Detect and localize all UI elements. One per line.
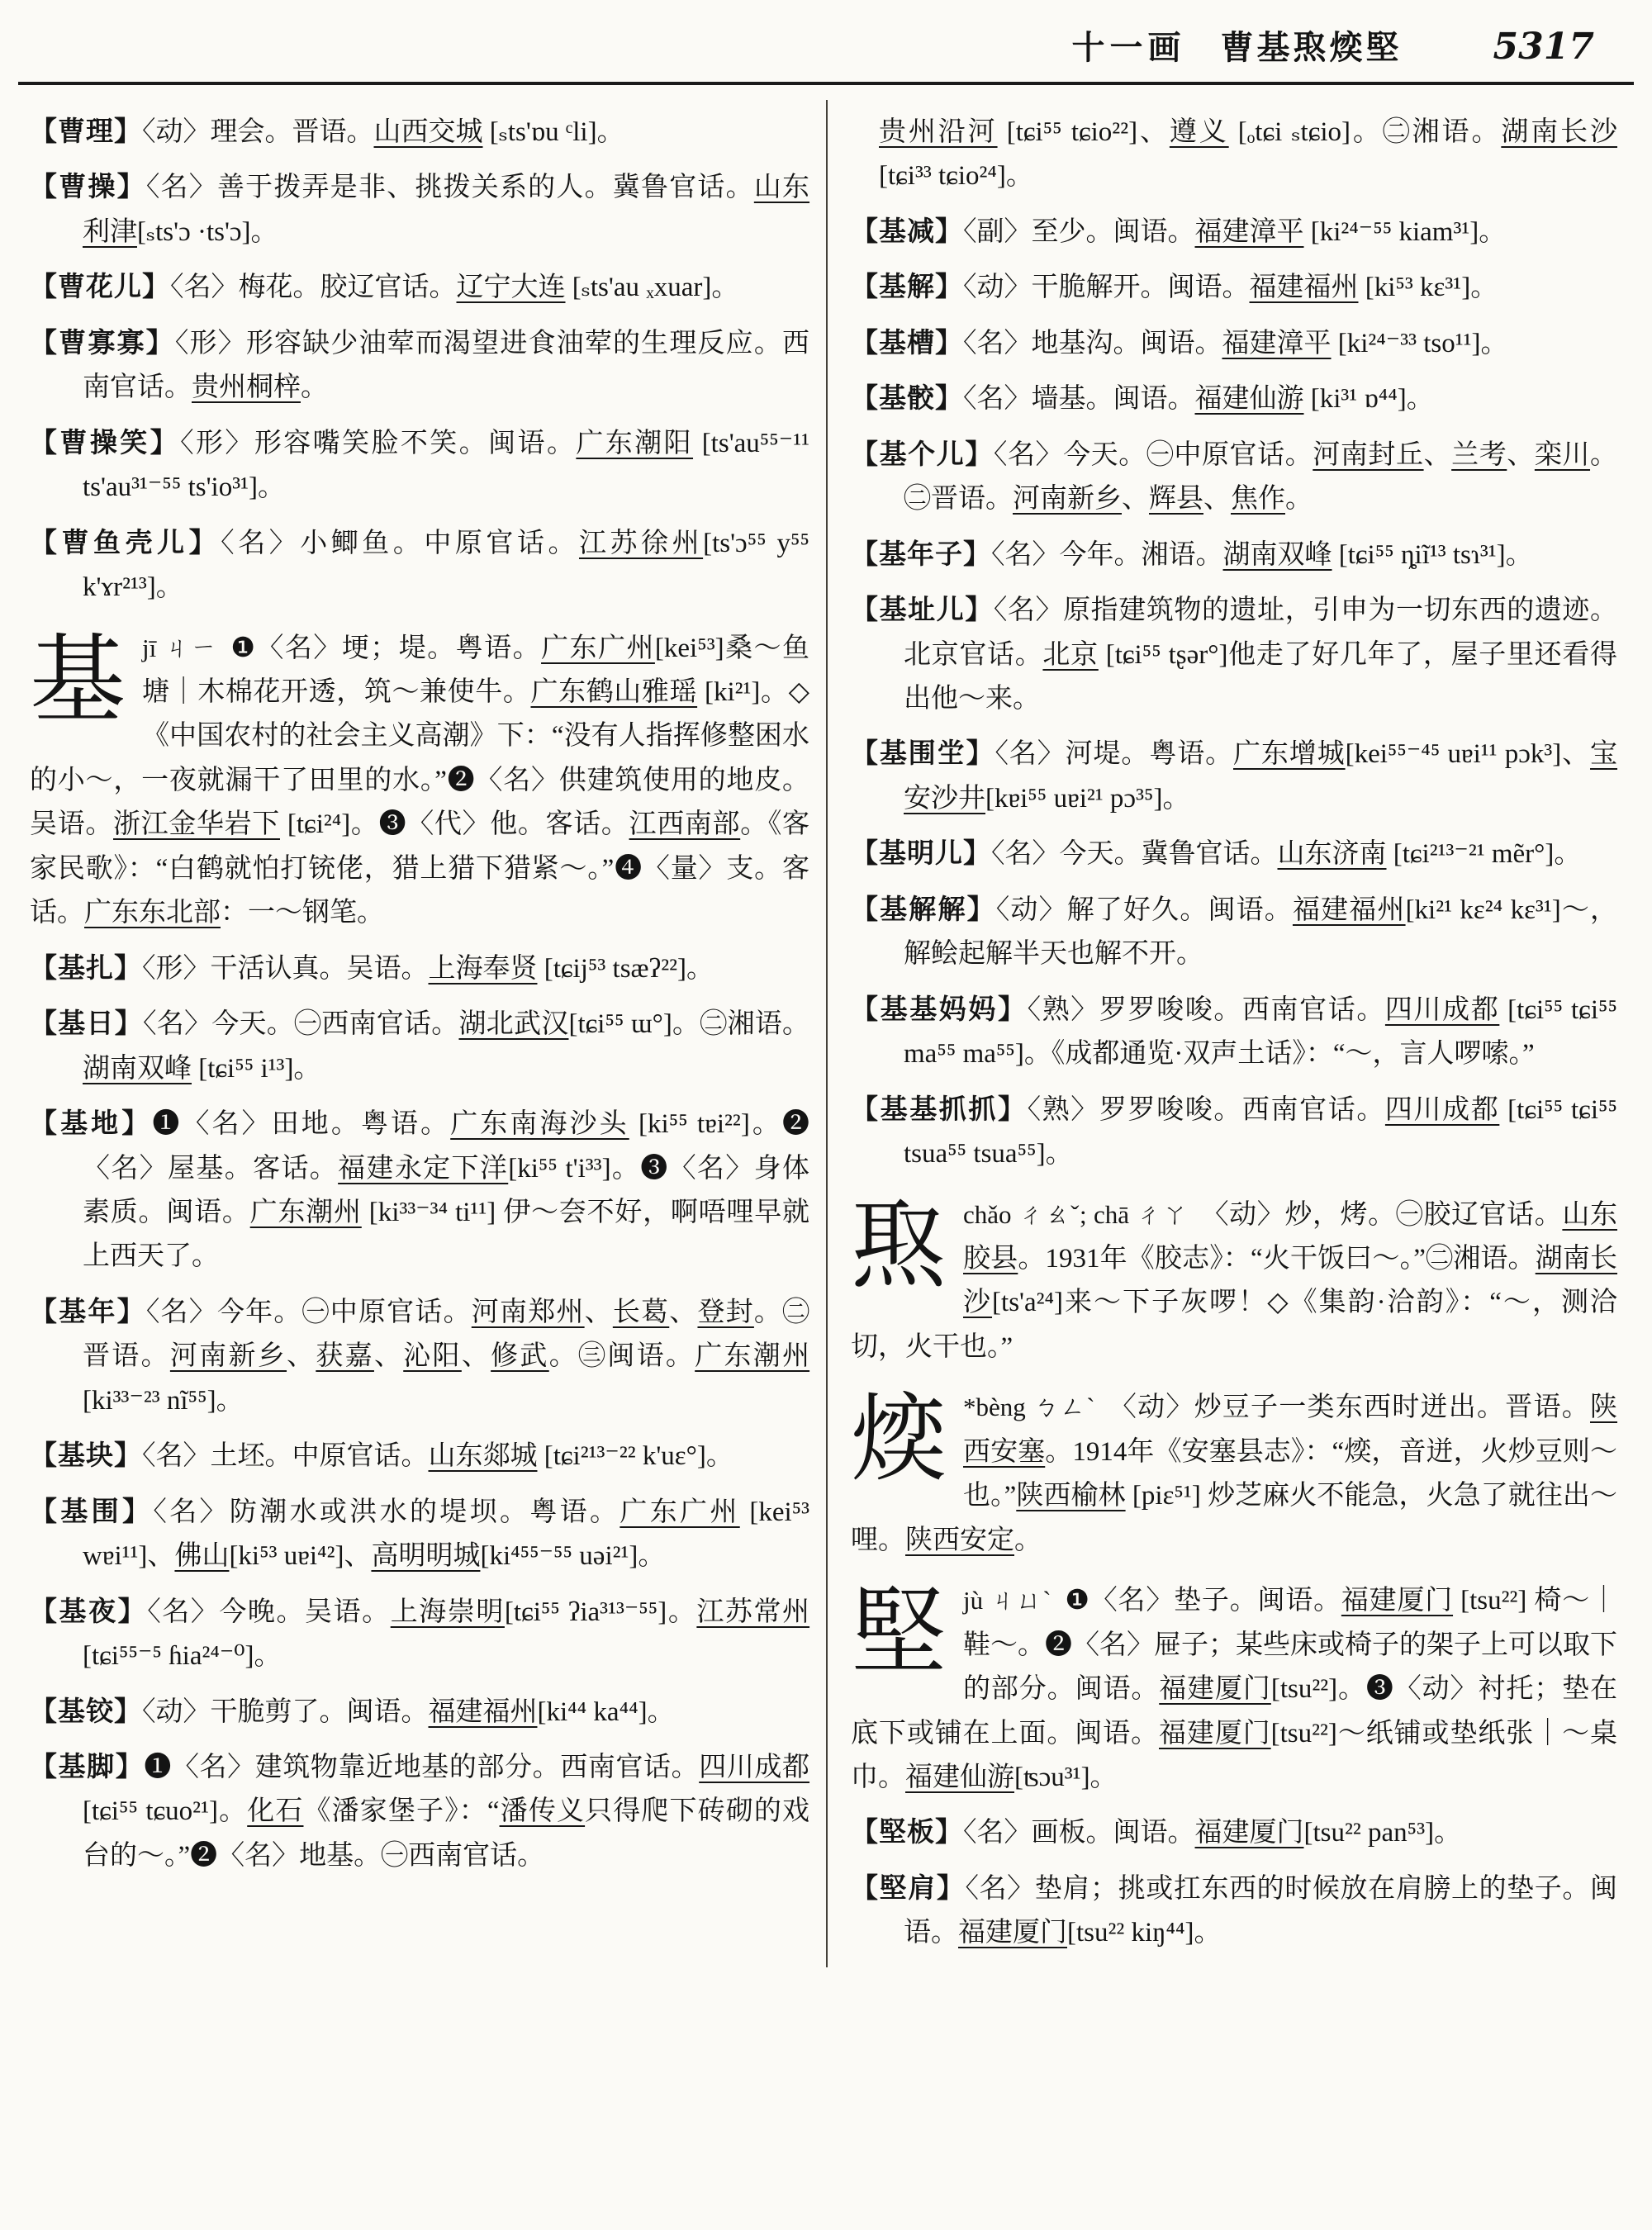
dictionary-entry: 【基块】〈名〉土坯。中原官话。山东郯城 [tɕi²¹³⁻²² k'uɛ°]。 xyxy=(30,1441,733,1472)
place-name: 宝安沙井 xyxy=(904,739,1618,814)
place-name: 江苏常州 xyxy=(696,1597,810,1627)
dictionary-entry: 【基夜】〈名〉今晚。吴语。上海崇明[tɕi⁵⁵ ʔia³¹³⁻⁵⁵]。江苏常州 [tɕi⁵⁵⁻⁵ ɦia²⁴⁻⁰]。 xyxy=(30,1597,810,1672)
headword-character: 焣 xyxy=(851,1194,947,1301)
place-name: 栾川 xyxy=(1534,439,1591,470)
dictionary-entry: 【基围坣】〈名〉河堤。粤语。广东增城[kei⁵⁵⁻⁴⁵ uɐi¹¹ pɔk³]、宝安沙井[kɐi⁵⁵ uɐi²¹ pɔ³⁵]。 xyxy=(851,739,1618,814)
pronunciation-pinyin-zhuyin: *bèng ㄅㄥˋ xyxy=(963,1393,1096,1422)
place-name: 河南郑州 xyxy=(471,1297,585,1327)
place-name: 福建永定下洋 xyxy=(338,1153,509,1184)
text-columns xyxy=(0,100,1652,1967)
place-name: 广东南海沙头 xyxy=(450,1109,629,1140)
entry-headword: 【基减】 xyxy=(851,216,963,247)
place-name: 上海奉贤 xyxy=(428,953,538,984)
entry-headword: 【基围坣】 xyxy=(851,739,995,770)
place-name: 福建福州 xyxy=(1249,273,1359,303)
entry-headword: 【曹理】 xyxy=(30,117,142,147)
entry-headword: 【基日】 xyxy=(30,1009,143,1040)
place-name: 福建仙游 xyxy=(1194,384,1304,415)
character-head-entry: 㷜 *bèng ㄅㄥˋ 〈动〉炒豆子一类东西时迸出。晋语。陕西安塞。1914年《安塞县志》：“㷜，音迸，火炒豆则～也。”陕西榆林 [piɛ⁵¹] 炒芝麻火不能急，火急了就往出～哩。陕西安定。 xyxy=(851,1388,1618,1555)
place-name: 佛山 xyxy=(174,1541,230,1572)
place-name: 高明明城 xyxy=(371,1541,481,1572)
place-name: 山东济南 xyxy=(1277,839,1387,870)
dictionary-entry: 【基基抓抓】〈熟〉罗罗唆唆。西南官话。四川成都 [tɕi⁵⁵ tɕi⁵⁵ tsua⁵⁵ tsua⁵⁵]。 xyxy=(851,1094,1618,1170)
dictionary-entry: 【基槽】〈名〉地基沟。闽语。福建漳平 [ki²⁴⁻³³ tso¹¹]。 xyxy=(851,328,1508,358)
entry-headword: 【堅板】 xyxy=(851,1818,963,1848)
entry-headword: 【堅肩】 xyxy=(851,1873,966,1904)
place-name: 沁阳 xyxy=(403,1341,462,1372)
place-name: 贵州沿河 xyxy=(879,117,998,147)
dictionary-entry: 【基减】〈副〉至少。闽语。福建漳平 [ki²⁴⁻⁵⁵ kiam³¹]。 xyxy=(851,216,1507,247)
dictionary-entry: 【基扎】〈形〉干活认真。吴语。上海奉贤 [tɕij⁵³ tsæʔ²²]。 xyxy=(30,953,714,984)
place-name: 上海崇明 xyxy=(390,1597,505,1627)
place-name: 福建厦门 xyxy=(958,1918,1067,1948)
place-name: 福建福州 xyxy=(1292,894,1406,925)
place-name: 登封 xyxy=(697,1297,754,1327)
place-name: 辽宁大连 xyxy=(456,273,566,303)
dictionary-entry: 【基址儿】〈名〉原指建筑物的遗址，引申为一切东西的遗迹。北京官话。北京 [tɕi⁵⁵ tʂər°]他走了好几年了，屋子里还看得出他～来。 xyxy=(851,595,1618,714)
place-name: 遵义 xyxy=(1169,117,1229,147)
entry-continuation: 贵州沿河 [tɕi⁵⁵ tɕio²²]、遵义 [ₒtɕi ₛtɕio]。㊁湘语。湖南长沙 [tɕi³³ tɕio²⁴]。 xyxy=(879,117,1618,192)
left-column xyxy=(18,100,826,1890)
place-name: 福建漳平 xyxy=(1222,328,1332,358)
place-name: 福建厦门 xyxy=(1159,1718,1271,1748)
entry-headword: 【基解】 xyxy=(851,273,963,303)
header-guide-characters: 曹基焣㷜堅 xyxy=(1220,29,1403,66)
place-name: 广东潮阳 xyxy=(576,428,694,458)
dictionary-entry: 【曹理】〈动〉理会。晋语。山西交城 [ₛts'ɒu ᶜli]。 xyxy=(30,117,624,147)
character-head-entry: 基jī ㄐㄧ ❶〈名〉埂；堤。粤语。广东广州[kei⁵³]桑～鱼塘｜木棉花开透，筑～兼使牛。广东鹤山雅瑶 [ki²¹]。◇《中国农村的社会主义高潮》下：“没有人指挥修整困水的小～，一夜就漏干了田里的水。”❷〈名〉供建筑使用的地皮。吴语。浙江金华岩下 [tɕi²⁴]。❸〈代〉他。客话。江西南部。《客家民歌》：“白鹤就怕打铳佬，猎上猎下猎紧～。”❹〈量〉支。客话。广东东北部：一～钢笔。 xyxy=(30,628,810,928)
stroke-count-section-label: 十一画 xyxy=(1071,29,1186,66)
dictionary-entry: 【曹寡寡】〈形〉形容缺少油荤而渴望进食油荤的生理反应。西南官话。贵州桐梓。 xyxy=(30,328,810,403)
headword-character: 基 xyxy=(30,628,126,734)
place-name: 广东增城 xyxy=(1233,739,1346,770)
place-name: 福建厦门 xyxy=(1194,1818,1304,1848)
character-head-entry: 堅jù ㄐㄩˋ ❶〈名〉垫子。闽语。福建厦门 [tsu²²] 椅～｜鞋～。❷〈名〉屉子；某些床或椅子的架子上可以取下的部分。闽语。福建厦门[tsu²²]。❸〈动〉衬托；垫在底下或铺在上面。闽语。福建厦门[tsu²²]～纸铺或垫纸张｜～桌巾。福建仙游[ʦɔu³¹]。 xyxy=(851,1581,1618,1792)
place-name: 福建厦门 xyxy=(1341,1586,1454,1616)
dictionary-entry: 【堅板】〈名〉画板。闽语。福建厦门[tsu²² pan⁵³]。 xyxy=(851,1818,1462,1848)
header-divider-line xyxy=(18,82,1634,85)
dictionary-entry: 【基围】〈名〉防潮水或洪水的堤坝。粤语。广东广州 [kei⁵³ wɐi¹¹]、佛山[ki⁵³ uɐi⁴²]、高明明城[ki⁴⁵⁵⁻⁵⁵ uəi²¹]。 xyxy=(30,1497,810,1572)
dictionary-entry: 【曹花儿】〈名〉梅花。胶辽官话。辽宁大连 [ₛts'au ₓxuar]。 xyxy=(30,273,739,303)
page-header xyxy=(0,0,1652,74)
entry-headword: 【基个儿】 xyxy=(851,439,994,470)
entry-headword: 【基基抓抓】 xyxy=(851,1094,1028,1125)
place-name: 湖南双峰 xyxy=(83,1053,192,1084)
dictionary-entry: 【基骹】〈名〉墙基。闽语。福建仙游 [ki³¹ ɒ⁴⁴]。 xyxy=(851,384,1434,415)
place-name: 广东潮州 xyxy=(249,1197,362,1227)
place-name: 陕西安定 xyxy=(905,1525,1014,1555)
entry-headword: 【曹寡寡】 xyxy=(30,328,175,358)
place-name: 江西南部 xyxy=(629,809,741,840)
place-name: 河南新乡 xyxy=(169,1341,287,1372)
dictionary-entry: 【曹操笑】〈形〉形容嘴笑脸不笑。闽语。广东潮阳 [ts'au⁵⁵⁻¹¹ ts'au³¹⁻⁵⁵ ts'io³¹]。 xyxy=(30,428,810,503)
entry-headword: 【基围】 xyxy=(30,1497,154,1527)
right-column xyxy=(826,100,1634,1967)
dictionary-entry: 【基日】〈名〉今天。㊀西南官话。湖北武汉[tɕi⁵⁵ ɯ°]。㊁湘语。湖南双峰 [tɕi⁵⁵ i¹³]。 xyxy=(30,1009,810,1084)
dictionary-entry: 【基地】❶〈名〉田地。粤语。广东南海沙头 [ki⁵⁵ tɐi²²]。❷〈名〉屋基。客话。福建永定下洋[ki⁵⁵ t'i³³]。❸〈名〉身体素质。闽语。广东潮州 [ki³³⁻³⁴ ti¹¹] 伊～夽不好，啊唔哩早就上西天了。 xyxy=(30,1109,810,1272)
dictionary-entry: 【基年】〈名〉今年。㊀中原官话。河南郑州、长葛、登封。㊁晋语。河南新乡、获嘉、沁阳、修武。㊂闽语。广东潮州 [ki³³⁻²³ nĩ⁵⁵]。 xyxy=(30,1297,810,1416)
place-name: 广东东北部 xyxy=(84,898,221,928)
entry-headword: 【基址儿】 xyxy=(851,595,994,626)
dictionary-entry: 【曹操】〈名〉善于拨弄是非、挑拨关系的人。冀鲁官话。山东利津[ₛts'ɔ ·ts'ɔ]。 xyxy=(30,173,810,247)
place-name: 四川成都 xyxy=(1384,1094,1500,1125)
place-name: 山东郯城 xyxy=(428,1441,538,1472)
dictionary-entry: 【曹鱼壳儿】〈名〉小鲫鱼。中原官话。江苏徐州[ts'ɔ⁵⁵ y⁵⁵ k'ɤr²¹³]。 xyxy=(30,528,809,603)
place-name: 广东潮州 xyxy=(695,1341,810,1372)
place-name: 湖南双峰 xyxy=(1222,539,1332,570)
entry-headword: 【基夜】 xyxy=(30,1597,148,1627)
place-name: 兰考 xyxy=(1451,439,1507,470)
dictionary-entry: 【基基妈妈】〈熟〉罗罗唆唆。西南官话。四川成都 [tɕi⁵⁵ tɕi⁵⁵ ma⁵⁵ ma⁵⁵]。《成都通览·双声土话》：“～，言人啰嗦。” xyxy=(851,994,1618,1070)
entry-headword: 【基块】 xyxy=(30,1441,142,1472)
dictionary-entry: 【基明儿】〈名〉今天。冀鲁官话。山东济南 [tɕi²¹³⁻²¹ mẽr°]。 xyxy=(851,839,1582,870)
entry-headword: 【基铰】 xyxy=(30,1696,142,1727)
entry-headword: 【基脚】 xyxy=(30,1752,145,1782)
place-name: 化石 xyxy=(247,1796,304,1827)
headword-character: 堅 xyxy=(851,1581,947,1687)
place-name: 山东胶县 xyxy=(963,1199,1617,1274)
place-name: 河南新乡 xyxy=(1013,484,1122,515)
place-name: 浙江金华岩下 xyxy=(113,809,280,840)
entry-headword: 【基年】 xyxy=(30,1297,146,1327)
entry-headword: 【基明儿】 xyxy=(851,839,991,870)
place-name: 河南封丘 xyxy=(1313,439,1424,470)
place-name: 湖南长沙 xyxy=(1501,117,1618,147)
place-name: 贵州桐梓 xyxy=(192,372,301,403)
place-name: 山东利津 xyxy=(83,173,810,247)
place-name: 福建漳平 xyxy=(1194,216,1304,247)
entry-headword: 【基扎】 xyxy=(30,953,142,984)
entry-headword: 【基地】 xyxy=(30,1109,153,1140)
place-name: 广东鹤山雅瑶 xyxy=(530,676,698,707)
page-number: 5317 xyxy=(1493,26,1594,68)
entry-headword: 【基槽】 xyxy=(851,328,963,358)
entry-headword: 【基基妈妈】 xyxy=(851,994,1028,1025)
place-name: 山西交城 xyxy=(373,117,483,147)
place-name: 四川成都 xyxy=(1384,994,1500,1025)
place-name: 福建仙游 xyxy=(905,1762,1014,1792)
place-name: 湖南长沙 xyxy=(963,1243,1618,1318)
entry-headword: 【曹鱼壳儿】 xyxy=(30,528,221,558)
dictionary-entry: 【基解】〈动〉干脆解开。闽语。福建福州 [ki⁵³ kɛ³¹]。 xyxy=(851,273,1498,303)
entry-headword: 【曹花儿】 xyxy=(30,273,170,303)
place-name: 广东广州 xyxy=(541,633,655,663)
character-head-entry: 焣chǎo ㄔㄠˇ; chā ㄔㄚ 〈动〉炒，烤。㊀胶辽官话。山东胶县。1931年《胶志》：“火干饭曰～。”㊁湘语。湖南长沙[ts'a²⁴]来～下子灰啰！◇《集韵·洽韵》：“～，测洽切，火干也。” xyxy=(851,1194,1618,1362)
pronunciation-pinyin-zhuyin: chǎo ㄔㄠˇ; chā ㄔㄚ xyxy=(963,1199,1189,1229)
place-name: 获嘉 xyxy=(316,1341,374,1372)
pronunciation-pinyin-zhuyin: jī ㄐㄧ xyxy=(142,633,218,662)
place-name: 福建福州 xyxy=(428,1696,538,1727)
place-name: 修武 xyxy=(491,1341,549,1372)
place-name: 四川成都 xyxy=(699,1752,810,1782)
place-name: 潘传义 xyxy=(499,1796,586,1827)
place-name: 福建厦门 xyxy=(1159,1674,1271,1705)
dictionary-entry: 【堅肩】〈名〉垫肩；挑或扛东西的时候放在肩膀上的垫子。闽语。福建厦门[tsu²² kiŋ⁴⁴]。 xyxy=(851,1873,1618,1948)
entry-headword: 【曹操】 xyxy=(30,173,146,203)
place-name: 陕西榆林 xyxy=(1016,1481,1126,1511)
place-name: 北京 xyxy=(1042,639,1099,670)
pronunciation-pinyin-zhuyin: jù ㄐㄩˋ xyxy=(963,1586,1052,1616)
place-name: 江苏徐州 xyxy=(579,528,704,558)
dictionary-entry: 【基脚】❶〈名〉建筑物靠近地基的部分。西南官话。四川成都 [tɕi⁵⁵ tɕuo²¹]。化石《潘家堡子》：“潘传义只得爬下砖砌的戏台的～。”❷〈名〉地基。㊀西南官话。 xyxy=(30,1752,810,1871)
dictionary-entry: 【基年子】〈名〉今年。湘语。湖南双峰 [tɕi⁵⁵ ȵiĩ¹³ tsɿ³¹]。 xyxy=(851,539,1533,570)
place-name: 陕西安塞 xyxy=(963,1393,1618,1467)
entry-headword: 【基解解】 xyxy=(851,894,996,925)
place-name: 焦作 xyxy=(1231,484,1285,515)
headword-character: 㷜 xyxy=(851,1388,947,1494)
entry-headword: 【基年子】 xyxy=(851,539,991,570)
place-name: 辉县 xyxy=(1149,484,1203,515)
dictionary-entry: 【基铰】〈动〉干脆剪了。闽语。福建福州[ki⁴⁴ ka⁴⁴]。 xyxy=(30,1696,675,1727)
entry-headword: 【基骹】 xyxy=(851,384,963,415)
place-name: 长葛 xyxy=(612,1297,670,1327)
place-name: 湖北武汉 xyxy=(458,1009,569,1040)
place-name: 广东广州 xyxy=(620,1497,740,1527)
dictionary-entry: 【基个儿】〈名〉今天。㊀中原官话。河南封丘、兰考、栾川。㊁晋语。河南新乡、辉县、焦作。 xyxy=(851,439,1618,515)
dictionary-entry: 【基解解】〈动〉解了好久。闽语。福建福州[ki²¹ kɛ²⁴ kɛ³¹]～，解鲙起解半天也解不开。 xyxy=(851,894,1618,970)
entry-headword: 【曹操笑】 xyxy=(30,428,181,458)
